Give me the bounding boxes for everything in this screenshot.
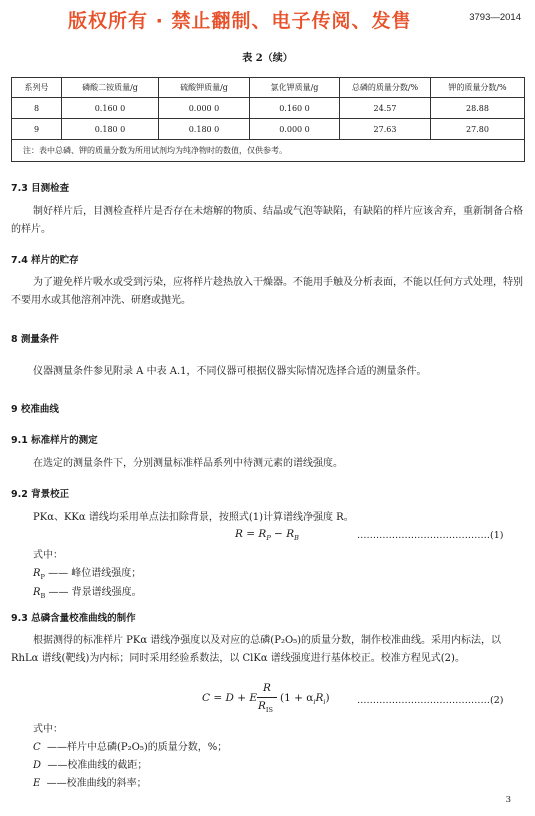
equation-2: [202, 692, 257, 704]
def-text: ——样片中总磷(P₂O₅)的质量分数，%；: [47, 742, 228, 753]
table-cell: 0.000 0: [159, 98, 250, 119]
col-header: 硫酸钾质量/g: [159, 78, 250, 98]
definition-c: [33, 738, 227, 753]
eq-left: C = D + E: [202, 692, 258, 704]
table-row: [12, 119, 525, 140]
paragraph-8: 仪器测量条件参见附录 A 中表 A.1，不同仪器可根据仪器实际情况选择合适的测量条件。: [33, 366, 427, 377]
def-text: —— 背景谱线强度。: [48, 587, 142, 598]
eq-symbol: R: [258, 528, 267, 540]
fraction-bar: [257, 697, 277, 698]
equation-2-right: [280, 692, 330, 706]
table-cell: 28.88: [431, 98, 525, 119]
paragraph-9-1: 在选定的测量条件下，分别测量标准样品系列中待测元素的谱线强度。: [33, 458, 343, 469]
table-row: [12, 98, 525, 119]
table-cell: 27.80: [431, 119, 525, 140]
def-symbol: R: [33, 568, 41, 579]
table-cell: 9: [12, 119, 62, 140]
heading-8: 8 测量条件: [11, 334, 59, 345]
table-note: 注：表中总磷、钾的质量分数为所用试剂均为纯净物时的数值，仅供参考。: [12, 140, 525, 162]
col-header: 系列号: [12, 78, 62, 98]
heading-9-1: 9.1 标准样片的测定: [11, 435, 98, 446]
standard-number: 3793—2014: [469, 12, 521, 23]
table-note-row: [12, 140, 525, 162]
heading-7-4: 7.4 样片的贮存: [11, 255, 79, 266]
where-label: 式中：: [33, 724, 63, 735]
definition-e: [33, 774, 147, 789]
composition-table: [11, 77, 525, 162]
eq-term: (1 + α: [280, 692, 314, 704]
table-cell: 27.63: [340, 119, 431, 140]
def-symbol: R: [33, 587, 41, 598]
def-symbol: E: [33, 778, 41, 789]
def-text: ——校准曲线的斜率；: [46, 778, 147, 789]
table-cell: 0.180 0: [159, 119, 250, 140]
table-cell: 24.57: [340, 98, 431, 119]
table-cell: 0.160 0: [250, 98, 340, 119]
table-cell: 0.160 0: [62, 98, 159, 119]
col-header: 总磷的质量分数/%: [340, 78, 431, 98]
eq-subscript: i: [323, 698, 326, 707]
eq-subscript: B: [294, 534, 299, 543]
table-title: 表 2（续）: [242, 53, 293, 64]
eq-operator: −: [274, 528, 283, 540]
definition-rp: [33, 564, 141, 581]
definition-d: [33, 756, 147, 771]
equation-2-number: ……………………………………(2): [357, 695, 504, 706]
page-number: 3: [505, 795, 511, 805]
def-subscript: P: [40, 573, 45, 581]
heading-9: 9 校准曲线: [11, 404, 59, 415]
table-header-row: [12, 78, 525, 98]
eq-symbol: R: [286, 528, 295, 540]
eq-symbol: R: [315, 692, 324, 704]
eq-operator: =: [246, 528, 256, 540]
def-text: —— 峰位谱线强度；: [48, 568, 142, 579]
def-text: ——校准曲线的截距；: [47, 760, 148, 771]
table-cell: 0.000 0: [250, 119, 340, 140]
def-symbol: D: [33, 760, 42, 771]
eq-subscript: i: [313, 698, 316, 707]
paragraph-9-3: 根据测得的标准样片 PKα 谱线净强度以及对应的总磷(P₂O₅)的质量分数，制作校准曲线。采用内标法，以 RhLα 谱线(靶线)为内标；同时采用经验系数法，以 ClKα 谱线强度进行基体校正。校准方程见式(2)。: [11, 635, 502, 664]
equation-1: [235, 528, 299, 542]
eq-symbol: R: [235, 528, 243, 540]
table-cell: 0.180 0: [62, 119, 159, 140]
col-header: 钾的质量分数/%: [431, 78, 525, 98]
heading-9-2: 9.2 背景校正: [11, 489, 70, 500]
where-label: 式中：: [33, 550, 63, 561]
equation-1-number: ……………………………………(1): [357, 530, 504, 541]
def-symbol: C: [33, 742, 41, 753]
eq-symbol: R: [258, 700, 266, 712]
heading-9-3: 9.3 总磷含量校准曲线的制作: [11, 613, 136, 624]
heading-7-3: 7.3 目测检查: [11, 183, 70, 194]
fraction-denominator: [258, 700, 273, 714]
col-header: 磷酸二铵质量/g: [62, 78, 159, 98]
eq-paren: ): [325, 692, 330, 704]
col-header: 氯化钾质量/g: [250, 78, 340, 98]
fraction-numerator: R: [263, 682, 271, 694]
copyright-watermark: 版权所有 · 禁止翻制、电子传阅、发售: [68, 10, 412, 32]
eq-subscript: P: [266, 534, 271, 543]
definition-rb: [33, 583, 142, 600]
paragraph-9-2: PKα、KKα 谱线均采用单点法扣除背景，按照式(1)计算谱线净强度 R。: [33, 512, 354, 523]
paragraph-7-4: 为了避免样片吸水或受到污染，应将样片趁热放入干燥器。不能用手触及分析表面，不能以任何方式处理，特别不要用水或其他溶剂冲洗、研磨或抛光。: [11, 277, 523, 306]
paragraph-7-3: 制好样片后，目测检查样片是否存在未熔解的物质、结晶或气泡等缺陷，有缺陷的样片应该舍弃，重新制备合格的样片。: [11, 206, 523, 235]
def-subscript: B: [40, 592, 46, 600]
table-cell: 8: [12, 98, 62, 119]
eq-subscript: IS: [265, 706, 273, 715]
